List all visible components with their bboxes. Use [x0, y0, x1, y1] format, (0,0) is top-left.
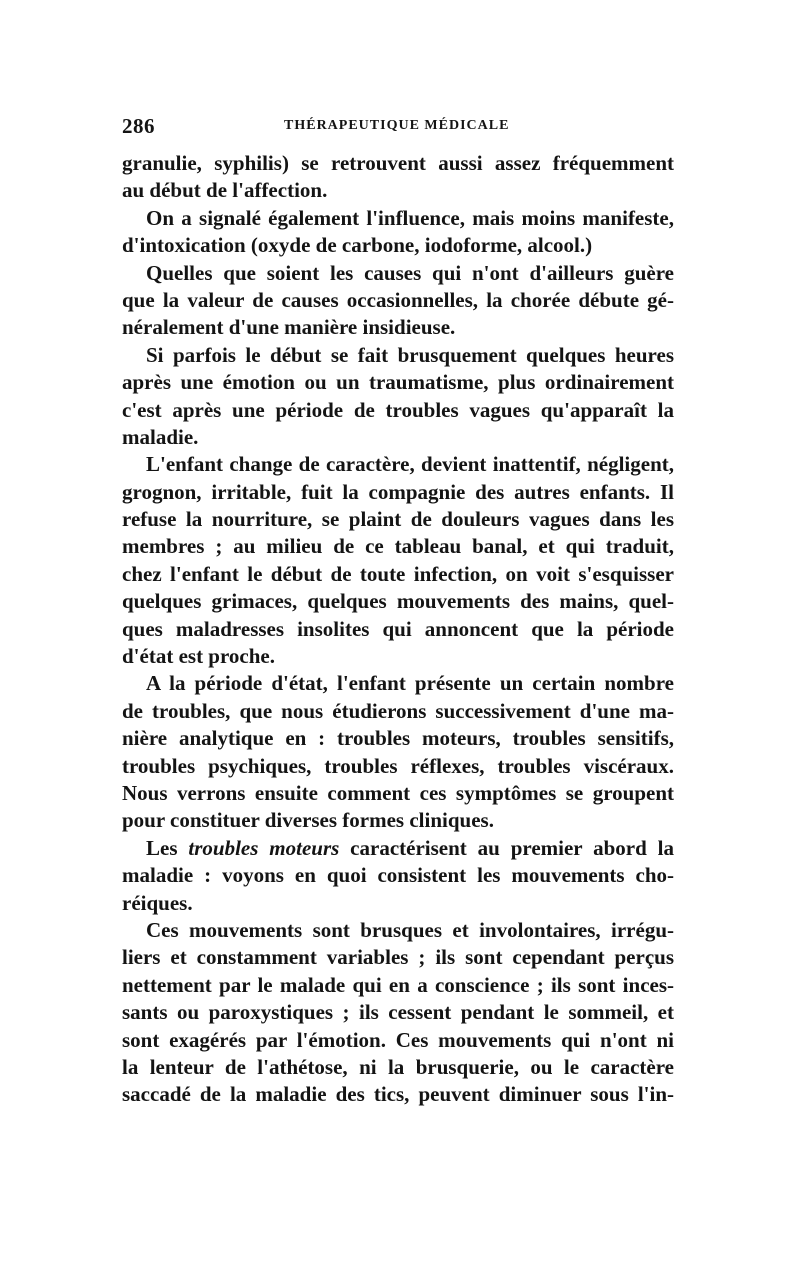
text-line: A la période d'état, l'enfant présente un certain nombre	[146, 671, 674, 696]
text-line: pour constituer diverses formes cliniques.	[122, 808, 494, 833]
text-line: de troubles, que nous étudierons successivement d'une ma-	[122, 698, 674, 723]
text-line: c'est après une période de troubles vagues qu'apparaît la	[122, 397, 674, 422]
text-line: néralement d'une manière insidieuse.	[122, 315, 456, 340]
body-text	[122, 150, 674, 1109]
running-title: THÉRAPEUTIQUE MÉDICALE	[284, 118, 510, 133]
text-line: grognon, irritable, fuit la compagnie des autres enfants. Il	[122, 479, 674, 504]
text-line-start: Les	[146, 835, 189, 860]
text-line	[122, 835, 674, 862]
text-line: nettement par le malade qui en a conscience ; ils sont inces-	[122, 972, 674, 997]
emphasis-text: troubles moteurs	[188, 835, 340, 860]
text-line: chez l'enfant le début de toute infection, on voit s'esquisser	[122, 561, 674, 586]
text-line: après une émotion ou un traumatisme, plus ordinairement	[122, 370, 674, 395]
page-number: 286	[122, 114, 155, 138]
text-line: maladie : voyons en quoi consistent les mouvements cho-	[122, 863, 674, 888]
text-line: ques maladresses insolites qui annoncent que la période	[122, 616, 674, 641]
text-line: réiques.	[122, 890, 193, 915]
text-line: nière analytique en : troubles moteurs, troubles sensitifs,	[122, 726, 674, 751]
text-line: membres ; au milieu de ce tableau banal, et qui traduit,	[122, 534, 674, 559]
text-line: d'intoxication (oxyde de carbone, iodoforme, alcool.)	[122, 233, 593, 258]
text-line: d'état est proche.	[122, 644, 275, 669]
text-line: Nous verrons ensuite comment ces symptômes se groupent	[122, 780, 674, 805]
text-line: refuse la nourriture, se plaint de douleurs vagues dans les	[122, 507, 674, 532]
text-line-end: caractérisent au premier abord la	[339, 835, 675, 860]
text-line: sont exagérés par l'émotion. Ces mouvements qui n'ont ni	[122, 1027, 674, 1052]
text-line: Ces mouvements sont brusques et involontaires, irrégu-	[146, 917, 674, 942]
text-line: que la valeur de causes occasionnelles, la chorée débute gé-	[122, 287, 674, 312]
text-line: L'enfant change de caractère, devient inattentif, négligent,	[146, 452, 674, 477]
text-line: Quelles que soient les causes qui n'ont d'ailleurs guère	[146, 260, 674, 285]
text-line: liers et constamment variables ; ils sont cependant perçus	[122, 945, 674, 970]
text-line: maladie.	[122, 424, 199, 449]
text-line: Si parfois le début se fait brusquement quelques heures	[146, 342, 674, 367]
text-line: sants ou paroxystiques ; ils cessent pendant le sommeil, et	[122, 1000, 674, 1025]
text-line: On a signalé également l'influence, mais moins manifeste,	[146, 205, 674, 230]
text-line: quelques grimaces, quelques mouvements des mains, quel-	[122, 589, 674, 614]
text-line: troubles psychiques, troubles réflexes, troubles viscéraux.	[122, 753, 674, 778]
text-line: saccadé de la maladie des tics, peuvent diminuer sous l'in-	[122, 1082, 674, 1107]
text-line: granulie, syphilis) se retrouvent aussi assez fréquemment	[122, 151, 674, 175]
text-line: la lenteur de l'athétose, ni la brusquerie, ou le caractère	[122, 1054, 674, 1079]
text-line: au début de l'affection.	[122, 178, 328, 203]
page-header	[122, 114, 677, 140]
